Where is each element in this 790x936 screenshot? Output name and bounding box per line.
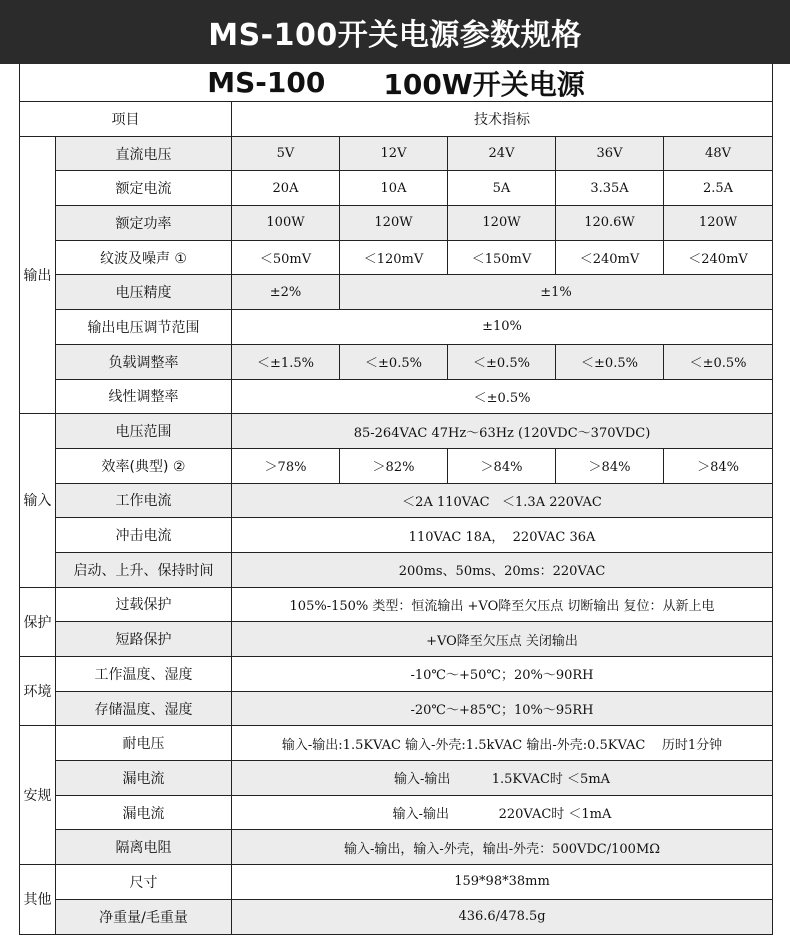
table-row — [20, 206, 773, 241]
table-row — [20, 587, 773, 622]
group-other: 其他 — [20, 865, 56, 934]
table-row — [20, 830, 773, 865]
row-label: 漏电流 — [56, 795, 232, 830]
cell-value: 24V — [448, 136, 556, 171]
row-label: 工作温度、湿度 — [56, 657, 232, 692]
row-label: 工作电流 — [56, 483, 232, 518]
cell-value: 5V — [232, 136, 340, 171]
cell-value: 2.5A — [664, 171, 773, 206]
table-row — [20, 726, 773, 761]
group-safety: 安规 — [20, 726, 56, 865]
product-name: 100W开关电源 — [383, 67, 585, 101]
table-row — [20, 518, 773, 553]
cell-value: 10A — [340, 171, 448, 206]
header-spec: 技术指标 — [232, 102, 773, 137]
row-label: 尺寸 — [56, 865, 232, 900]
cell-value: ＜240mV — [664, 240, 773, 275]
cell-value: ＞84% — [448, 448, 556, 483]
table-row — [20, 483, 773, 518]
table-row — [20, 761, 773, 796]
table-row — [20, 448, 773, 483]
cell-value: ＜120mV — [340, 240, 448, 275]
table-header-row — [20, 102, 773, 137]
cell-value: ＜240mV — [556, 240, 664, 275]
cell-value: ＜±0.5% — [556, 344, 664, 379]
table-row — [20, 240, 773, 275]
cell-value: 120.6W — [556, 206, 664, 241]
cell-value: ＞78% — [232, 448, 340, 483]
cell-value: 100W — [232, 206, 340, 241]
cell-value: 120W — [664, 206, 773, 241]
row-label: 线性调整率 — [56, 379, 232, 414]
cell-value: ＞84% — [664, 448, 773, 483]
table-row — [20, 344, 773, 379]
cell-value: +VO降至欠压点 关闭输出 — [232, 622, 773, 657]
cell-value: 5A — [448, 171, 556, 206]
row-label: 负载调整率 — [56, 344, 232, 379]
cell-value: 36V — [556, 136, 664, 171]
row-label: 隔离电阻 — [56, 830, 232, 865]
row-label: 电压精度 — [56, 275, 232, 310]
table-row — [20, 622, 773, 657]
row-label: 额定功率 — [56, 206, 232, 241]
table-row — [20, 865, 773, 900]
cell-value: ±10% — [232, 310, 773, 345]
row-label: 启动、上升、保持时间 — [56, 552, 232, 587]
cell-value: 48V — [664, 136, 773, 171]
row-label: 电压范围 — [56, 414, 232, 449]
row-label: 净重量/毛重量 — [56, 899, 232, 934]
group-input: 输入 — [20, 414, 56, 587]
row-label: 短路保护 — [56, 622, 232, 657]
page-banner — [0, 0, 790, 64]
group-env: 环境 — [20, 657, 56, 726]
table-row — [20, 691, 773, 726]
cell-value: ±1% — [340, 275, 773, 310]
cell-value: 436.6/478.5g — [232, 899, 773, 934]
model-name: MS-100 — [207, 66, 326, 99]
cell-value: ＞84% — [556, 448, 664, 483]
cell-value: 12V — [340, 136, 448, 171]
row-label: 额定电流 — [56, 171, 232, 206]
header-item: 项目 — [20, 102, 232, 137]
table-row — [20, 414, 773, 449]
cell-value: 105%-150% 类型：恒流输出 +VO降至欠压点 切断输出 复位：从新上电 — [232, 587, 773, 622]
row-label: 效率(典型) ② — [56, 448, 232, 483]
row-label: 耐电压 — [56, 726, 232, 761]
cell-value: ＜2A 110VAC ＜1.3A 220VAC — [232, 483, 773, 518]
cell-value: 120W — [448, 206, 556, 241]
cell-value: ＜±0.5% — [664, 344, 773, 379]
table-row — [20, 795, 773, 830]
cell-value: 输入-输出 220VAC时 ＜1mA — [232, 795, 773, 830]
cell-value: -10℃～+50℃；20%～90RH — [232, 657, 773, 692]
cell-value: ＜±0.5% — [340, 344, 448, 379]
cell-value: 输入-输出，输入-外壳，输出-外壳：500VDC/100MΩ — [232, 830, 773, 865]
table-row — [20, 379, 773, 414]
group-output: 输出 — [20, 136, 56, 414]
spec-table — [19, 101, 773, 935]
table-row — [20, 552, 773, 587]
cell-value: 输入-输出 1.5KVAC时 ＜5mA — [232, 761, 773, 796]
cell-value: 110VAC 18A， 220VAC 36A — [232, 518, 773, 553]
cell-value: -20℃～+85℃；10%～95RH — [232, 691, 773, 726]
table-row — [20, 899, 773, 934]
cell-value: ＞82% — [340, 448, 448, 483]
cell-value: ＜±0.5% — [448, 344, 556, 379]
cell-value: 200ms、50ms、20ms：220VAC — [232, 552, 773, 587]
row-label: 冲击电流 — [56, 518, 232, 553]
row-label: 纹波及噪声 ① — [56, 240, 232, 275]
table-row — [20, 275, 773, 310]
row-label: 存储温度、湿度 — [56, 691, 232, 726]
cell-value: ＜50mV — [232, 240, 340, 275]
row-label: 过载保护 — [56, 587, 232, 622]
table-row — [20, 171, 773, 206]
cell-value: 输入-输出:1.5KVAC 输入-外壳:1.5kVAC 输出-外壳:0.5KVAC 历时1分钟 — [232, 726, 773, 761]
cell-value: 159*98*38mm — [232, 865, 773, 900]
cell-value: ±2% — [232, 275, 340, 310]
table-row — [20, 310, 773, 345]
cell-value: 120W — [340, 206, 448, 241]
table-row — [20, 136, 773, 171]
cell-value: 20A — [232, 171, 340, 206]
group-protect: 保护 — [20, 587, 56, 656]
cell-value: 3.35A — [556, 171, 664, 206]
cell-value: ＜±1.5% — [232, 344, 340, 379]
row-label: 直流电压 — [56, 136, 232, 171]
row-label: 漏电流 — [56, 761, 232, 796]
cell-value: ＜±0.5% — [232, 379, 773, 414]
cell-value: 85-264VAC 47Hz～63Hz (120VDC～370VDC) — [232, 414, 773, 449]
table-row — [20, 657, 773, 692]
model-title-row — [19, 64, 773, 101]
cell-value: ＜150mV — [448, 240, 556, 275]
banner-title: MS-100开关电源参数规格 — [208, 18, 582, 53]
row-label: 输出电压调节范围 — [56, 310, 232, 345]
